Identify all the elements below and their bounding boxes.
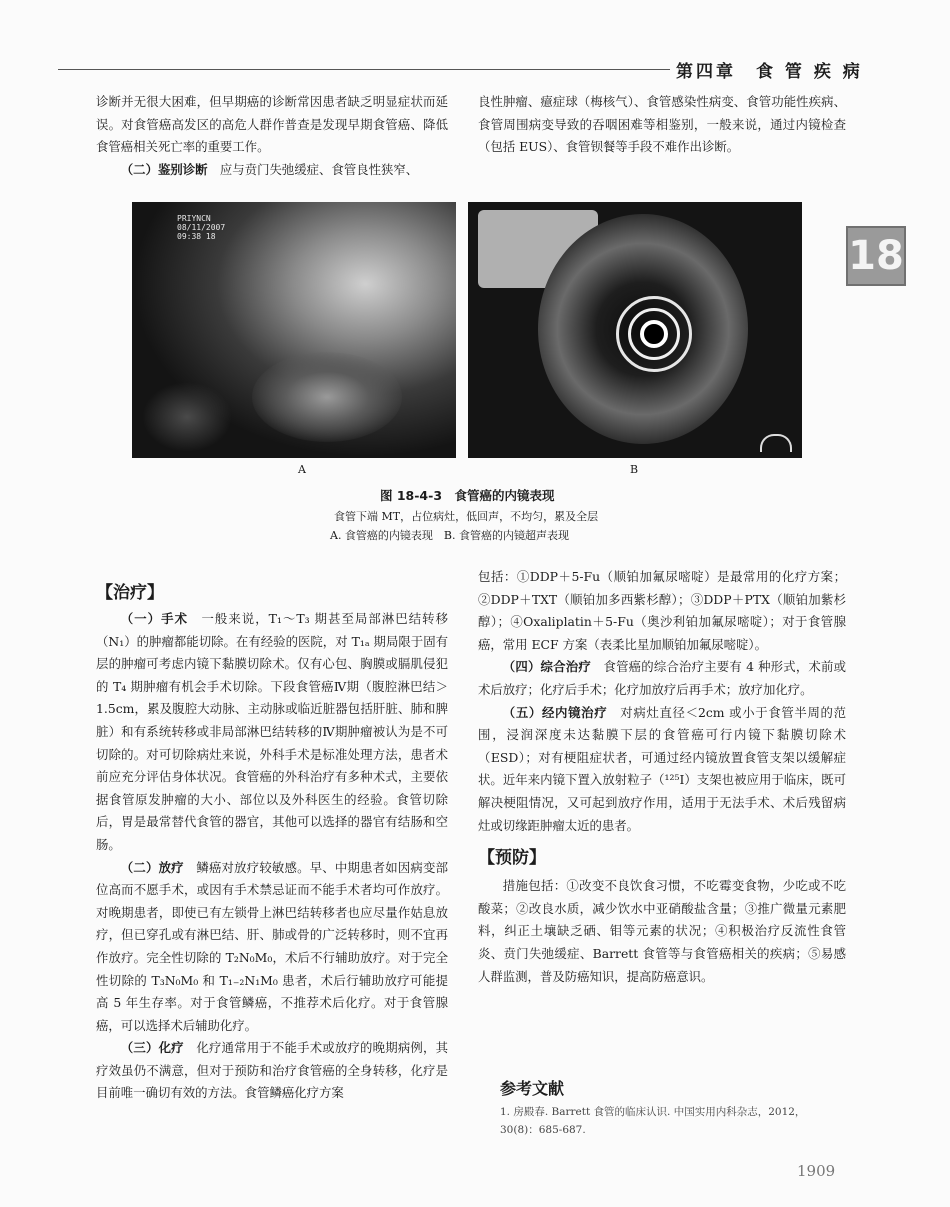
radiotherapy-heading: （二）放疗 xyxy=(120,859,184,875)
endoscopic-therapy-heading: （五）经内镜治疗 xyxy=(502,704,608,720)
radiotherapy-text: 鳞癌对放疗较敏感。早、中期患者如因病变部位高而不愿手术，或因有手术禁忌证而不能手术者均可作放疗。对晚期患者，即使已有左锁骨上淋巴结转移者也应尽量作姑息放疗，但已穿孔或有淋巴结、肝、肺或骨的广泛转移时，则不宜再作放疗。完全性切除的 T₂N₀M₀，术后不行辅助放疗。对于完全性切除的 T₃N₀M₀ 和 T₁₋₂N₁M₀ 患者，术后行辅助放疗可能提高 5 年生存率。对于食管鳞癌，不推荐术后化疗。对于食管腺癌，可以选择术后辅助化疗。 xyxy=(96,859,449,1033)
references-heading: 参考文献 xyxy=(500,1079,565,1098)
probe-center xyxy=(640,320,668,348)
endoscopic-therapy-text: 对病灶直径＜2cm 或小于食管半周的范围，浸润深度未达黏膜下层的食管癌可行内镜下黏膜切除术（ESD）；对有梗阻症状者，可通过经内镜放置食管支架以缓解症状。近年来内镜下置入放射粒子（¹²⁵I）支架也被应用于临床，既可解决梗阻情况，又可起到放疗作用，适用于无法手术、术后残留病灶或切缘距肿瘤太近的患者。 xyxy=(478,704,846,833)
treatment-heading: 【治疗】 xyxy=(96,583,164,603)
device-logo-icon xyxy=(760,434,792,452)
radiotherapy-paragraph xyxy=(96,857,448,1038)
chemotherapy-heading: （三）化疗 xyxy=(120,1040,184,1056)
panel-b-label: B xyxy=(630,463,639,476)
panel-a-label: A xyxy=(298,463,306,476)
intro-right-column xyxy=(478,91,846,159)
intro-left-column xyxy=(96,91,448,181)
treatment-right-column xyxy=(478,566,846,988)
differential-heading: （二）鉴别诊断 xyxy=(120,161,208,177)
combined-therapy-heading: （四）综合治疗 xyxy=(502,659,591,675)
eus-image-b xyxy=(468,202,802,458)
endoscopic-therapy-paragraph xyxy=(478,702,846,838)
surgery-heading: （一）手术 xyxy=(120,611,189,626)
figure-caption-line-1: 食管下端 MT，占位病灶，低回声，不均匀，累及全层 xyxy=(334,510,599,523)
mucosa-shadow xyxy=(142,382,232,452)
differential-text: 应与贲门失弛缓症、食管良性狭窄、 xyxy=(207,161,419,177)
overlay-text: PRIYNCN 08/11/2007 09:38 18 xyxy=(177,214,226,241)
prevention-paragraph: 措施包括：①改变不良饮食习惯，不吃霉变食物，少吃或不吃酸菜；②改良水质，减少饮水中亚硝酸盐含量；③推广微量元素肥料，纠正土壤缺乏硒、钼等元素的状况；④积极治疗反流性食管炎、贲门失弛缓症、Barrett 食管等与食管癌相关的疾病；⑤易感人群监测，普及防癌知识，提高防癌意识。 xyxy=(478,878,846,984)
prevention-heading: 【预防】 xyxy=(478,848,546,869)
combined-therapy-text: 食管癌的综合治疗主要有 4 种形式，术前或术后放疗；化疗后手术；化疗加放疗后再手术；放疗加化疗。 xyxy=(478,659,847,697)
surgery-text: 一般来说，T₁～T₃ 期甚至局部淋巴结转移（N₁）的肿瘤都能切除。在有经验的医院，对 T₁ₐ 期局限于固有层的肿瘤可考虑内镜下黏膜切除术。仅有心包、胸膜或膈肌侵犯的 T₄ 期肿瘤有机会手术切除。下段食管癌Ⅳ期（腹腔淋巴结＞1.5cm，累及腹腔大动脉、主动脉或临近脏器包括肝脏、肺和脾脏）和有系统转移或非局部淋巴结转移的Ⅳ期肿瘤被认为是不可切除的。对可切除病灶来说，外科手术是标准处理方法，患者术前应充分评估身体状况。食管癌的外科治疗有多种术式，主要依据食管原发肿瘤的大小、部位以及外科医生的经验。食管切除后，胃是最常替代食管的器官，其他可以选择的器官有结肠和空肠。 xyxy=(96,611,448,852)
chemotherapy-paragraph xyxy=(96,1037,448,1105)
page-number: 1909 xyxy=(797,1162,836,1180)
endoscopy-image-a xyxy=(132,202,456,458)
chemotherapy-continued: 包括：①DDP＋5-Fu（顺铂加氟尿嘧啶）是最常用的化疗方案；②DDP＋TXT（顺铂加多西紫杉醇）；③DDP＋PTX（顺铂加紫杉醇）；④Oxaliplatin＋5-Fu（奥沙利铂加氟尿嘧啶）；对于食管腺癌，常用 ECF 方案（表柔比星加顺铂加氟尿嘧啶）。 xyxy=(478,569,846,652)
treatment-left-column xyxy=(96,580,448,1105)
chemotherapy-text: 化疗通常用于不能手术或放疗的晚期病例，其疗效虽仍不满意，但对于预防和治疗食管癌的全身转移，化疗是目前唯一确切有效的方法。食管鳞癌化疗方案 xyxy=(96,1040,449,1101)
header-rule xyxy=(58,69,670,70)
chapter-tab: 18 xyxy=(846,226,906,286)
intro-paragraph: 诊断并无很大困难，但早期癌的诊断常因患者缺乏明显症状而延误。对食管癌高发区的高危人群作普查是发现早期食管癌、降低食管癌相关死亡率的重要工作。 xyxy=(96,94,448,155)
figure-caption-line-2: A. 食管癌的内镜表现 B. 食管癌的内镜超声表现 xyxy=(330,529,570,542)
surgery-paragraph xyxy=(96,608,448,857)
reference-list xyxy=(500,1103,844,1139)
differential-continued: 良性肿瘤、癔症球（梅核气）、食管感染性病变、食管功能性疾病、食管周围病变导致的吞咽困难等相鉴别，一般来说，通过内镜检查（包括 EUS）、食管钡餐等手段不难作出诊断。 xyxy=(478,94,846,155)
chapter-title: 第四章 食 管 疾 病 xyxy=(676,62,863,82)
figure-title: 图 18-4-3 食管癌的内镜表现 xyxy=(380,488,555,503)
reference-item: 1. 房殿春. Barrett 食管的临床认识. 中国实用内科杂志，2012，30(8)：685-687. xyxy=(500,1106,806,1136)
combined-therapy-paragraph xyxy=(478,656,846,701)
tumor-lesion xyxy=(252,352,402,442)
differential-diagnosis-paragraph xyxy=(96,159,448,182)
